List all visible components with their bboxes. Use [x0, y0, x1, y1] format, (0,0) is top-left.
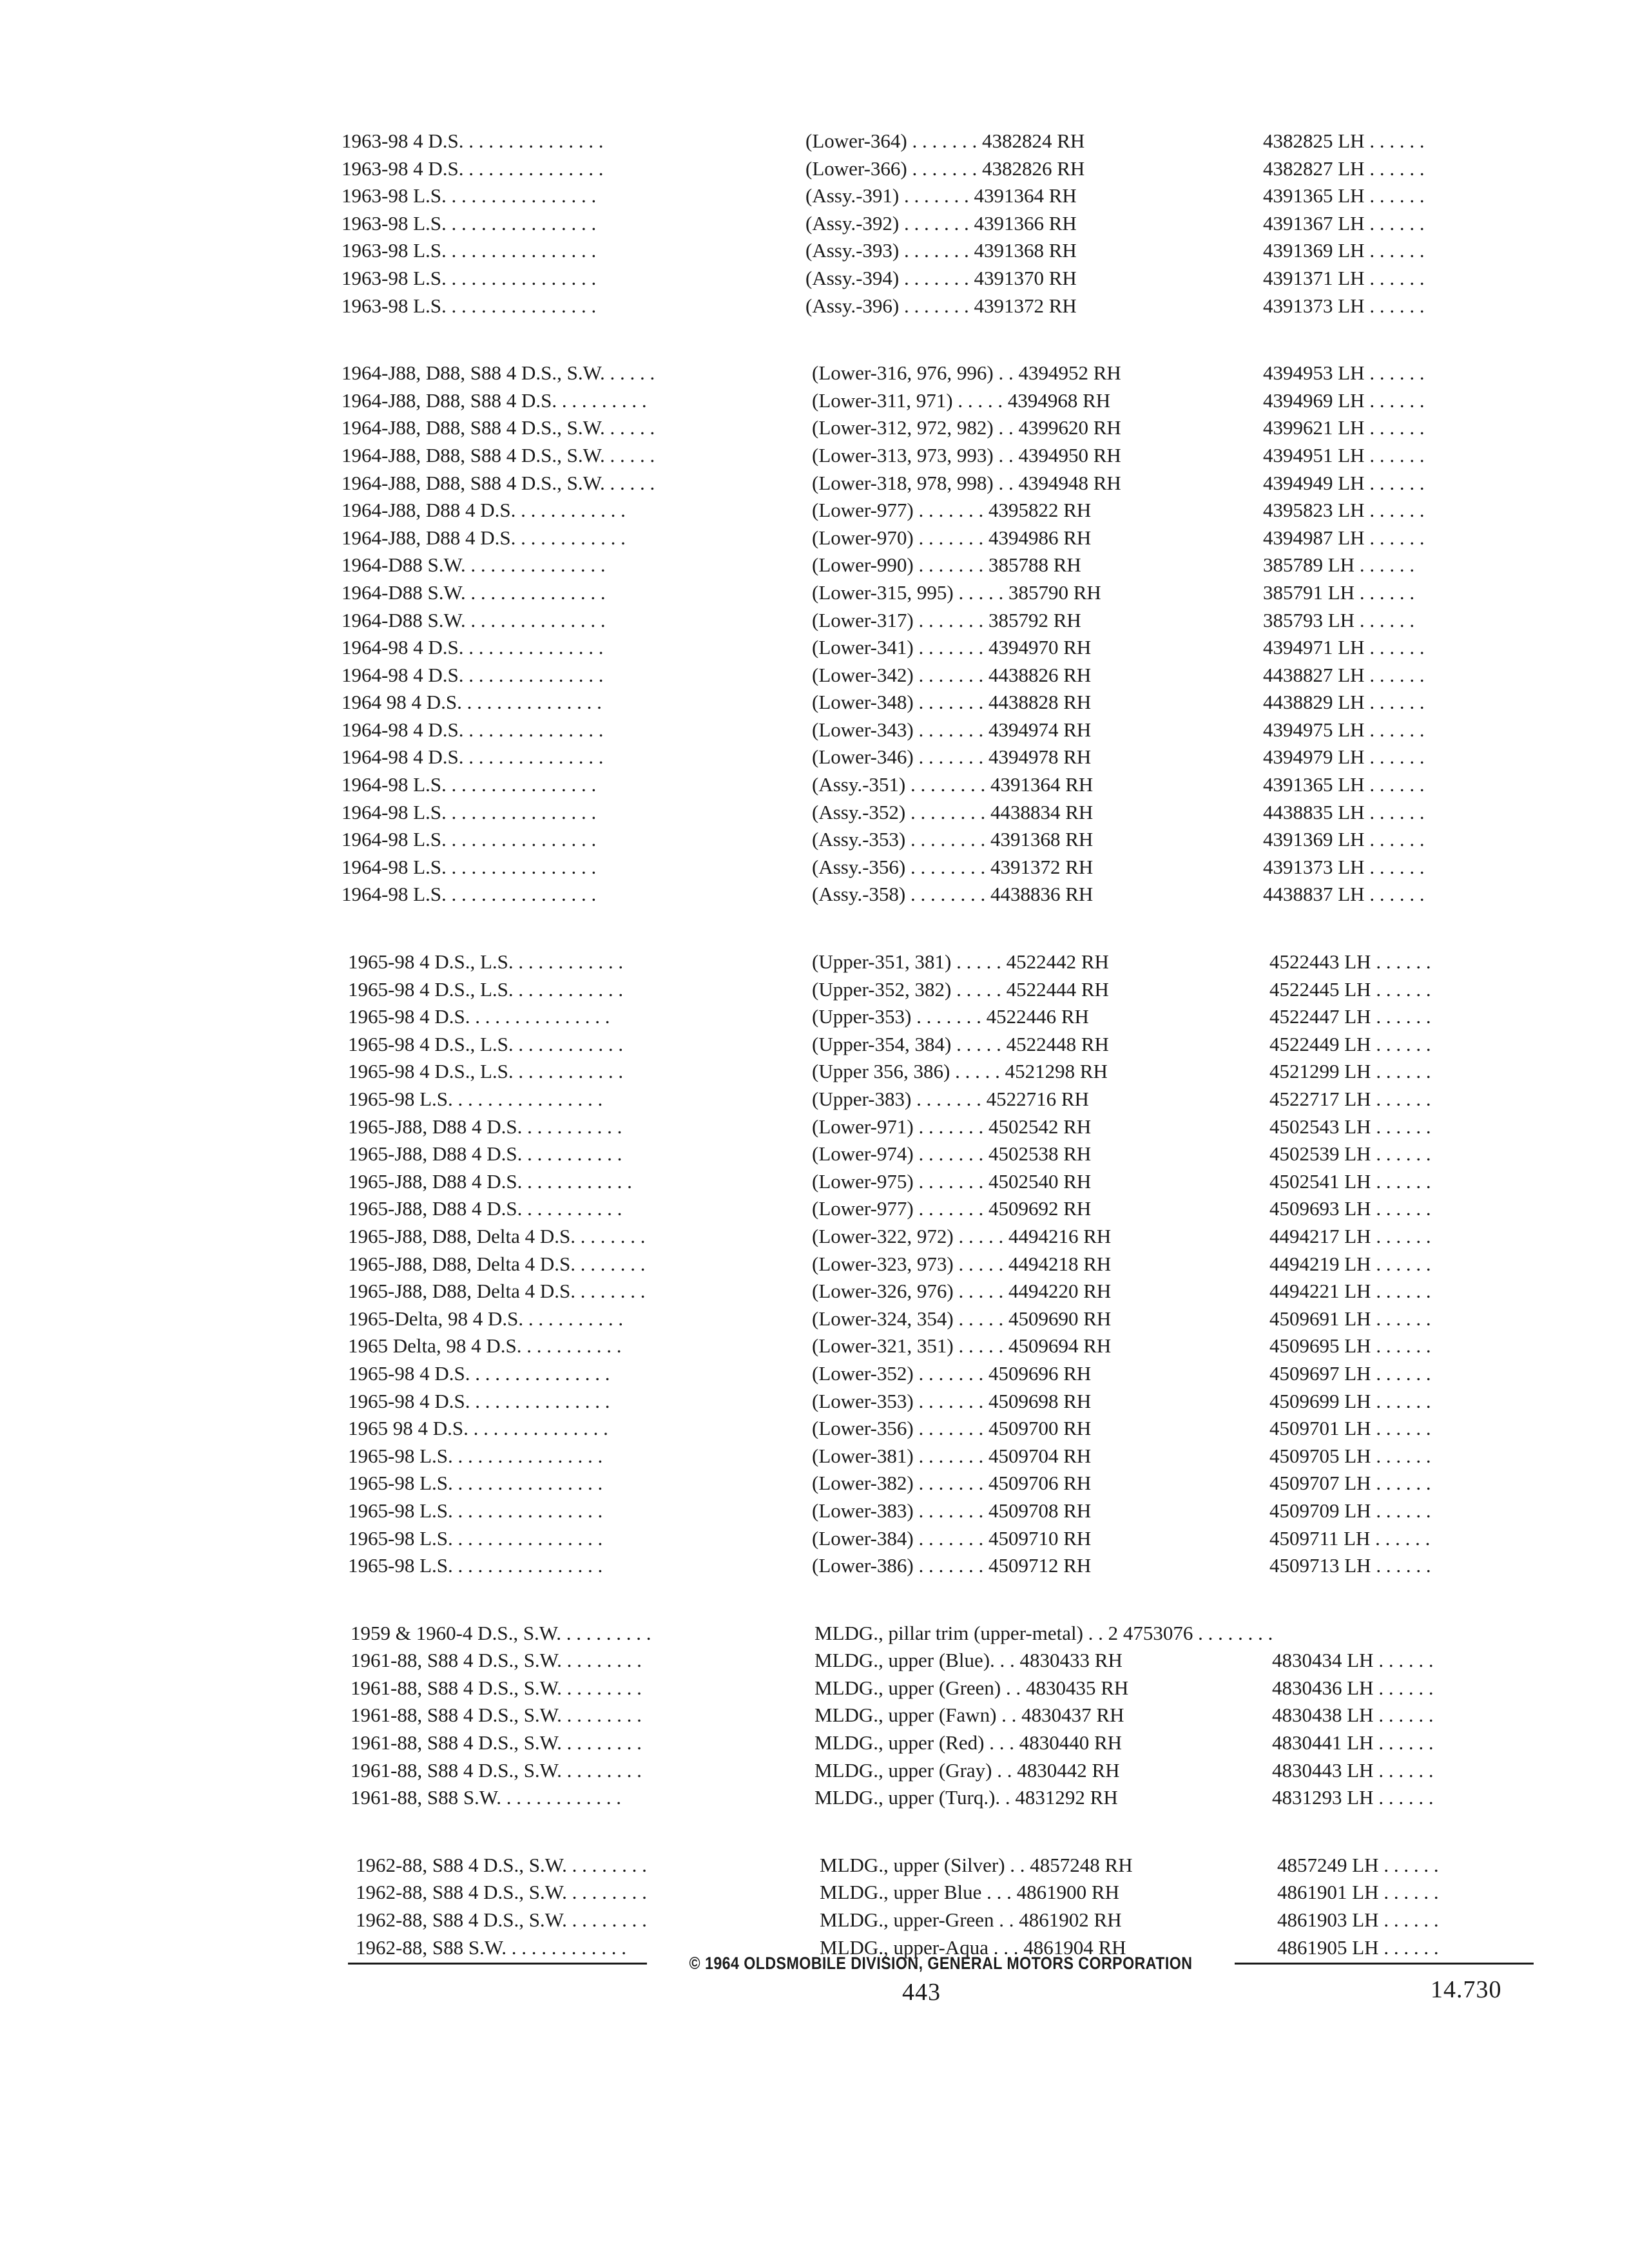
group-1962-moldings	[342, 1852, 1527, 1961]
part-cell: MLDG., upper (Gray) . . 4830442 RH	[815, 1758, 1120, 1782]
list-item	[342, 948, 1527, 976]
list-item	[342, 1525, 1527, 1553]
list-item	[342, 1702, 1527, 1729]
model-cell: 1964-J88, D88 4 D.S. . . . . . . . . . . .	[342, 526, 626, 549]
part-cell: (Lower-346) . . . . . . . 4394978 RH	[812, 745, 1092, 769]
model-cell: 1965-Delta, 98 4 D.S. . . . . . . . . . .	[348, 1307, 624, 1330]
model-cell: 1961-88, S88 4 D.S., S.W. . . . . . . . .	[351, 1704, 642, 1727]
part-cell: (Assy.-393) . . . . . . . 4391368 RH	[805, 239, 1077, 262]
model-cell: 1964-98 4 D.S. . . . . . . . . . . . . . .	[342, 718, 604, 741]
part-cell: (Upper-351, 381) . . . . . 4522442 RH	[812, 950, 1109, 974]
list-item	[342, 497, 1527, 524]
part-cell: (Lower-312, 972, 982) . . 4399620 RH	[812, 416, 1121, 439]
lh-cell: 4494217 LH . . . . . .	[1269, 1224, 1431, 1247]
list-item	[342, 716, 1527, 744]
list-item	[342, 1251, 1527, 1278]
lh-cell: 4857249 LH . . . . . .	[1277, 1853, 1439, 1876]
part-cell: (Lower-324, 354) . . . . . 4509690 RH	[812, 1307, 1112, 1330]
list-item	[342, 1332, 1527, 1360]
group-1963	[342, 128, 1527, 320]
model-cell: 1965-98 4 D.S. . . . . . . . . . . . . . .	[348, 1389, 610, 1412]
list-item	[342, 155, 1527, 183]
lh-cell: 4394975 LH . . . . . .	[1263, 718, 1425, 741]
part-cell: MLDG., upper-Aqua . . . 4861904 RH	[820, 1936, 1126, 1959]
lh-cell: 4830443 LH . . . . . .	[1272, 1758, 1434, 1782]
list-item	[342, 1388, 1527, 1416]
model-cell: 1964-98 L.S. . . . . . . . . . . . . . . .	[342, 855, 597, 878]
list-item	[342, 1852, 1527, 1879]
part-cell: (Lower-348) . . . . . . . 4438828 RH	[812, 691, 1092, 714]
part-cell: (Lower-974) . . . . . . . 4502538 RH	[812, 1142, 1092, 1166]
part-cell: (Lower-316, 976, 996) . . 4394952 RH	[812, 361, 1121, 385]
lh-cell: 4509701 LH . . . . . .	[1269, 1417, 1431, 1440]
model-cell: 1964-98 4 D.S. . . . . . . . . . . . . . .	[342, 745, 604, 769]
part-cell: (Lower-364) . . . . . . . 4382824 RH	[805, 130, 1085, 152]
lh-cell: 4394971 LH . . . . . .	[1263, 636, 1425, 659]
model-cell: 1965-98 4 D.S. . . . . . . . . . . . . . .	[348, 1005, 610, 1028]
model-cell: 1965 Delta, 98 4 D.S. . . . . . . . . . .	[348, 1334, 622, 1358]
model-cell: 1964-J88, D88, S88 4 D.S., S.W. . . . . .	[342, 443, 655, 466]
part-cell: (Upper-383) . . . . . . . 4522716 RH	[812, 1088, 1089, 1110]
model-cell: 1965-98 L.S. . . . . . . . . . . . . . . .	[348, 1499, 603, 1522]
model-cell: 1964-D88 S.W. . . . . . . . . . . . . . .	[342, 553, 606, 577]
list-item	[342, 1086, 1527, 1113]
model-cell: 1964-98 4 D.S. . . . . . . . . . . . . . .	[342, 636, 604, 659]
model-cell: 1964-98 L.S. . . . . . . . . . . . . . . .	[342, 773, 597, 796]
lh-cell: 4391365 LH . . . . . .	[1263, 773, 1425, 796]
model-cell: 1965-98 4 D.S., L.S. . . . . . . . . . . .	[348, 1032, 624, 1055]
list-item	[342, 976, 1527, 1004]
lh-cell: 4509697 LH . . . . . .	[1269, 1361, 1431, 1385]
part-cell: (Lower-977) . . . . . . . 4509692 RH	[812, 1197, 1092, 1220]
lh-cell: 4509707 LH . . . . . .	[1269, 1472, 1431, 1495]
model-cell: 1963-98 L.S. . . . . . . . . . . . . . . .	[342, 294, 597, 317]
part-cell: (Lower-975) . . . . . . . 4502540 RH	[812, 1169, 1092, 1193]
lh-cell: 385791 LH . . . . . .	[1263, 581, 1415, 604]
lh-cell: 4509713 LH . . . . . .	[1269, 1554, 1431, 1577]
model-cell: 1964 98 4 D.S. . . . . . . . . . . . . . .	[342, 691, 602, 714]
part-cell: (Lower-326, 976) . . . . . 4494220 RH	[812, 1280, 1112, 1303]
part-cell: (Assy.-353) . . . . . . . . 4391368 RH	[812, 828, 1094, 851]
list-item	[342, 1195, 1527, 1223]
group-1964	[342, 360, 1527, 908]
list-item	[342, 414, 1527, 442]
list-item	[342, 1757, 1527, 1785]
lh-cell: 4830441 LH . . . . . .	[1272, 1731, 1434, 1754]
part-cell: (Lower-341) . . . . . . . 4394970 RH	[812, 636, 1092, 659]
list-item	[342, 1907, 1527, 1934]
list-item	[342, 1729, 1527, 1757]
part-cell: (Assy.-351) . . . . . . . . 4391364 RH	[812, 773, 1094, 796]
part-cell: (Assy.-392) . . . . . . . 4391366 RH	[805, 211, 1077, 235]
list-item	[342, 1113, 1527, 1141]
model-cell: 1964-J88, D88 4 D.S. . . . . . . . . . . .	[342, 499, 626, 522]
model-cell: 1961-88, S88 4 D.S., S.W. . . . . . . . .	[351, 1731, 642, 1754]
lh-cell: 4861901 LH . . . . . .	[1277, 1881, 1439, 1904]
footer-rule-right	[1235, 1963, 1534, 1965]
list-item	[342, 1360, 1527, 1388]
list-item	[342, 826, 1527, 854]
lh-cell: 4391373 LH . . . . . .	[1263, 855, 1425, 878]
lh-cell: 4394969 LH . . . . . .	[1263, 389, 1425, 412]
list-item	[342, 1879, 1527, 1907]
part-cell: (Upper 356, 386) . . . . . 4521298 RH	[812, 1060, 1108, 1083]
lh-cell: 4831293 LH . . . . . .	[1272, 1786, 1434, 1809]
model-cell: 1965-98 L.S. . . . . . . . . . . . . . . .	[348, 1472, 603, 1495]
list-item	[342, 799, 1527, 827]
lh-cell: 4509695 LH . . . . . .	[1269, 1334, 1431, 1358]
part-cell: (Assy.-394) . . . . . . . 4391370 RH	[805, 266, 1077, 289]
lh-cell: 4391367 LH . . . . . .	[1263, 211, 1425, 235]
part-cell: (Lower-342) . . . . . . . 4438826 RH	[812, 663, 1092, 686]
copyright-text: © 1964 OLDSMOBILE DIVISION, GENERAL MOTORS CORPORATION	[689, 1954, 1193, 1973]
list-item	[342, 442, 1527, 470]
part-cell: (Lower-382) . . . . . . . 4509706 RH	[812, 1472, 1092, 1495]
lh-cell: 4830436 LH . . . . . .	[1272, 1676, 1434, 1699]
part-cell: (Lower-386) . . . . . . . 4509712 RH	[812, 1554, 1092, 1577]
model-cell: 1965-98 4 D.S. . . . . . . . . . . . . . .	[348, 1361, 610, 1385]
lh-cell: 4502541 LH . . . . . .	[1269, 1169, 1431, 1193]
part-cell: (Lower-323, 973) . . . . . 4494218 RH	[812, 1252, 1112, 1275]
lh-cell: 4830434 LH . . . . . .	[1272, 1649, 1434, 1672]
model-cell: 1965-J88, D88 4 D.S. . . . . . . . . . . .	[348, 1169, 632, 1193]
part-cell: (Lower-990) . . . . . . . 385788 RH	[812, 553, 1081, 577]
list-item	[342, 265, 1527, 293]
model-cell: 1963-98 4 D.S. . . . . . . . . . . . . . .	[342, 157, 604, 180]
lh-cell: 4391369 LH . . . . . .	[1263, 239, 1425, 262]
model-cell: 1964-98 4 D.S. . . . . . . . . . . . . . .	[342, 663, 604, 686]
part-cell: MLDG., upper-Green . . 4861902 RH	[820, 1908, 1122, 1932]
model-cell: 1963-98 L.S. . . . . . . . . . . . . . . .	[342, 211, 597, 235]
model-cell: 1965-J88, D88, Delta 4 D.S. . . . . . . .	[348, 1280, 646, 1303]
lh-cell: 4391371 LH . . . . . .	[1263, 266, 1425, 289]
section-number: 14.730	[1431, 1976, 1502, 2003]
model-cell: 1965-J88, D88 4 D.S. . . . . . . . . . .	[348, 1142, 622, 1166]
part-cell: MLDG., upper (Green) . . 4830435 RH	[815, 1676, 1129, 1699]
lh-cell: 4394953 LH . . . . . .	[1263, 361, 1425, 385]
footer-rule-left	[348, 1963, 647, 1965]
lh-cell: 385793 LH . . . . . .	[1263, 608, 1415, 631]
list-item	[342, 1443, 1527, 1470]
part-cell: (Lower-322, 972) . . . . . 4494216 RH	[812, 1224, 1112, 1247]
list-item	[342, 854, 1527, 881]
list-item	[342, 1031, 1527, 1059]
list-item	[342, 1552, 1527, 1580]
part-cell: (Assy.-391) . . . . . . . 4391364 RH	[805, 184, 1077, 207]
model-cell: 1965-98 4 D.S., L.S. . . . . . . . . . . .	[348, 950, 624, 974]
list-item	[342, 1278, 1527, 1305]
model-cell: 1965-98 L.S. . . . . . . . . . . . . . . .	[348, 1088, 603, 1110]
list-item	[342, 1058, 1527, 1086]
list-item	[342, 579, 1527, 607]
lh-cell: 4522443 LH . . . . . .	[1269, 950, 1431, 974]
lh-cell: 4394949 LH . . . . . .	[1263, 471, 1425, 494]
list-item	[342, 744, 1527, 771]
list-item	[342, 293, 1527, 320]
model-cell: 1964-J88, D88, S88 4 D.S., S.W. . . . . .	[342, 361, 655, 385]
lh-cell: 4522445 LH . . . . . .	[1269, 977, 1431, 1001]
lh-cell: 4502539 LH . . . . . .	[1269, 1142, 1431, 1166]
list-item	[342, 1675, 1527, 1702]
part-cell: (Lower-353) . . . . . . . 4509698 RH	[812, 1389, 1092, 1412]
lh-cell: 4861905 LH . . . . . .	[1277, 1936, 1439, 1959]
model-cell: 1965-J88, D88, Delta 4 D.S. . . . . . . .	[348, 1252, 646, 1275]
list-item	[342, 1415, 1527, 1443]
part-cell: (Lower-313, 973, 993) . . 4394950 RH	[812, 443, 1121, 466]
list-item	[342, 552, 1527, 579]
part-cell: (Lower-356) . . . . . . . 4509700 RH	[812, 1417, 1092, 1440]
list-item	[342, 360, 1527, 387]
part-cell: (Lower-321, 351) . . . . . 4509694 RH	[812, 1334, 1112, 1358]
list-item	[342, 1784, 1527, 1812]
lh-cell: 4438829 LH . . . . . .	[1263, 691, 1425, 714]
parts-catalog	[342, 128, 1527, 1961]
part-cell: (Lower-977) . . . . . . . 4395822 RH	[812, 499, 1092, 522]
model-cell: 1965-J88, D88 4 D.S. . . . . . . . . . .	[348, 1115, 622, 1138]
group-1965	[342, 948, 1527, 1580]
lh-cell: 4509699 LH . . . . . .	[1269, 1389, 1431, 1412]
list-item	[342, 1140, 1527, 1168]
list-item	[342, 881, 1527, 908]
part-cell: MLDG., pillar trim (upper-metal) . . 2 4753076 . . . . . . . .	[815, 1621, 1273, 1644]
list-item	[342, 1497, 1527, 1525]
model-cell: 1965-J88, D88 4 D.S. . . . . . . . . . .	[348, 1197, 622, 1220]
list-item	[342, 470, 1527, 497]
model-cell: 1965-98 L.S. . . . . . . . . . . . . . . .	[348, 1554, 603, 1577]
part-cell: (Assy.-396) . . . . . . . 4391372 RH	[805, 294, 1077, 317]
part-cell: (Assy.-356) . . . . . . . . 4391372 RH	[812, 855, 1094, 878]
part-cell: (Lower-971) . . . . . . . 4502542 RH	[812, 1115, 1092, 1138]
model-cell: 1961-88, S88 4 D.S., S.W. . . . . . . . .	[351, 1676, 642, 1699]
part-cell: (Lower-311, 971) . . . . . 4394968 RH	[812, 389, 1111, 412]
lh-cell: 4438837 LH . . . . . .	[1263, 883, 1425, 906]
model-cell: 1965-98 4 D.S., L.S. . . . . . . . . . . .	[348, 977, 624, 1001]
model-cell: 1963-98 L.S. . . . . . . . . . . . . . . .	[342, 239, 597, 262]
model-cell: 1964-98 L.S. . . . . . . . . . . . . . . .	[342, 800, 597, 823]
part-cell: MLDG., upper (Silver) . . 4857248 RH	[820, 1853, 1133, 1876]
lh-cell: 4394979 LH . . . . . .	[1263, 745, 1425, 769]
part-cell: (Upper-353) . . . . . . . 4522446 RH	[812, 1005, 1089, 1028]
list-item	[342, 524, 1527, 552]
page-number: 443	[902, 1979, 941, 2006]
list-item	[342, 607, 1527, 635]
lh-cell: 4830438 LH . . . . . .	[1272, 1704, 1434, 1727]
list-item	[342, 182, 1527, 210]
model-cell: 1964-J88, D88, S88 4 D.S., S.W. . . . . .	[342, 471, 655, 494]
part-cell: (Lower-383) . . . . . . . 4509708 RH	[812, 1499, 1092, 1522]
list-item	[342, 689, 1527, 716]
model-cell: 1964-98 L.S. . . . . . . . . . . . . . . .	[342, 883, 597, 906]
lh-cell: 4509693 LH . . . . . .	[1269, 1197, 1431, 1220]
list-item	[342, 1620, 1527, 1648]
model-cell: 1962-88, S88 4 D.S., S.W. . . . . . . . .	[356, 1881, 647, 1904]
part-cell: (Upper-354, 384) . . . . . 4522448 RH	[812, 1032, 1109, 1055]
lh-cell: 4509705 LH . . . . . .	[1269, 1444, 1431, 1467]
model-cell: 1964-J88, D88, S88 4 D.S., S.W. . . . . .	[342, 416, 655, 439]
model-cell: 1961-88, S88 4 D.S., S.W. . . . . . . . .	[351, 1758, 642, 1782]
list-item	[342, 1168, 1527, 1196]
model-cell: 1959 & 1960-4 D.S., S.W. . . . . . . . . .	[351, 1621, 651, 1644]
lh-cell: 4394951 LH . . . . . .	[1263, 443, 1425, 466]
list-item	[342, 771, 1527, 799]
lh-cell: 4509711 LH . . . . . .	[1269, 1526, 1431, 1550]
model-cell: 1961-88, S88 S.W. . . . . . . . . . . . .	[351, 1786, 621, 1809]
part-cell: (Lower-381) . . . . . . . 4509704 RH	[812, 1444, 1092, 1467]
model-cell: 1965-98 L.S. . . . . . . . . . . . . . . .	[348, 1444, 603, 1467]
list-item	[342, 1305, 1527, 1333]
model-cell: 1965-98 4 D.S., L.S. . . . . . . . . . . .	[348, 1060, 624, 1083]
part-cell: (Lower-318, 978, 998) . . 4394948 RH	[812, 471, 1121, 494]
part-cell: (Lower-352) . . . . . . . 4509696 RH	[812, 1361, 1092, 1385]
lh-cell: 4509709 LH . . . . . .	[1269, 1499, 1431, 1522]
lh-cell: 4395823 LH . . . . . .	[1263, 499, 1425, 522]
model-cell: 1965-J88, D88, Delta 4 D.S. . . . . . . .	[348, 1224, 646, 1247]
lh-cell: 4438827 LH . . . . . .	[1263, 663, 1425, 686]
part-cell: (Lower-384) . . . . . . . 4509710 RH	[812, 1526, 1092, 1550]
list-item	[342, 237, 1527, 265]
footer-copyright-line	[348, 1954, 1534, 1974]
lh-cell: 4522447 LH . . . . . .	[1269, 1005, 1431, 1028]
list-item	[342, 1647, 1527, 1675]
part-cell: (Lower-366) . . . . . . . 4382826 RH	[805, 157, 1085, 180]
model-cell: 1963-98 L.S. . . . . . . . . . . . . . . .	[342, 184, 597, 207]
lh-cell: 4399621 LH . . . . . .	[1263, 416, 1425, 439]
model-cell: 1964-D88 S.W. . . . . . . . . . . . . . .	[342, 608, 606, 631]
list-item	[342, 210, 1527, 238]
lh-cell: 4391365 LH . . . . . .	[1263, 184, 1425, 207]
list-item	[342, 1470, 1527, 1497]
lh-cell: 4382827 LH . . . . . .	[1263, 157, 1425, 180]
list-item	[342, 1223, 1527, 1251]
group-1959-1961-moldings	[342, 1620, 1527, 1812]
lh-cell: 4522449 LH . . . . . .	[1269, 1032, 1431, 1055]
lh-cell: 4522717 LH . . . . . .	[1269, 1088, 1431, 1110]
part-cell: (Assy.-358) . . . . . . . . 4438836 RH	[812, 883, 1094, 906]
part-cell: MLDG., upper Blue . . . 4861900 RH	[820, 1881, 1119, 1904]
part-cell: (Lower-343) . . . . . . . 4394974 RH	[812, 718, 1092, 741]
lh-cell: 4521299 LH . . . . . .	[1269, 1060, 1431, 1083]
part-cell: (Upper-352, 382) . . . . . 4522444 RH	[812, 977, 1109, 1001]
part-cell: MLDG., upper (Fawn) . . 4830437 RH	[815, 1704, 1124, 1727]
lh-cell: 385789 LH . . . . . .	[1263, 553, 1415, 577]
model-cell: 1964-98 L.S. . . . . . . . . . . . . . . .	[342, 828, 597, 851]
model-cell: 1962-88, S88 S.W. . . . . . . . . . . . .	[356, 1936, 626, 1959]
lh-cell: 4391373 LH . . . . . .	[1263, 294, 1425, 317]
lh-cell: 4382825 LH . . . . . .	[1263, 130, 1425, 152]
list-item	[342, 634, 1527, 662]
list-item	[342, 662, 1527, 689]
list-item	[342, 387, 1527, 415]
model-cell: 1964-J88, D88, S88 4 D.S. . . . . . . . . .	[342, 389, 647, 412]
model-cell: 1961-88, S88 4 D.S., S.W. . . . . . . . .	[351, 1649, 642, 1672]
lh-cell: 4494219 LH . . . . . .	[1269, 1252, 1431, 1275]
part-cell: MLDG., upper (Blue). . . 4830433 RH	[815, 1649, 1123, 1672]
part-cell: MLDG., upper (Turq.). . 4831292 RH	[815, 1786, 1118, 1809]
list-item	[342, 1003, 1527, 1031]
lh-cell: 4509691 LH . . . . . .	[1269, 1307, 1431, 1330]
model-cell: 1963-98 L.S. . . . . . . . . . . . . . . .	[342, 266, 597, 289]
lh-cell: 4391369 LH . . . . . .	[1263, 828, 1425, 851]
part-cell: (Lower-315, 995) . . . . . 385790 RH	[812, 581, 1101, 604]
part-cell: (Lower-970) . . . . . . . 4394986 RH	[812, 526, 1092, 549]
lh-cell: 4394987 LH . . . . . .	[1263, 526, 1425, 549]
lh-cell: 4502543 LH . . . . . .	[1269, 1115, 1431, 1138]
model-cell: 1964-D88 S.W. . . . . . . . . . . . . . .	[342, 581, 606, 604]
model-cell: 1962-88, S88 4 D.S., S.W. . . . . . . . .	[356, 1908, 647, 1932]
list-item	[342, 128, 1527, 155]
part-cell: (Lower-317) . . . . . . . 385792 RH	[812, 608, 1081, 631]
lh-cell: 4861903 LH . . . . . .	[1277, 1908, 1439, 1932]
model-cell: 1962-88, S88 4 D.S., S.W. . . . . . . . .	[356, 1853, 647, 1876]
model-cell: 1965 98 4 D.S. . . . . . . . . . . . . . .	[348, 1417, 608, 1440]
part-cell: MLDG., upper (Red) . . . 4830440 RH	[815, 1731, 1123, 1754]
lh-cell: 4494221 LH . . . . . .	[1269, 1280, 1431, 1303]
part-cell: (Assy.-352) . . . . . . . . 4438834 RH	[812, 800, 1094, 823]
model-cell: 1963-98 4 D.S. . . . . . . . . . . . . . .	[342, 130, 604, 152]
lh-cell: 4438835 LH . . . . . .	[1263, 800, 1425, 823]
model-cell: 1965-98 L.S. . . . . . . . . . . . . . . .	[348, 1526, 603, 1550]
